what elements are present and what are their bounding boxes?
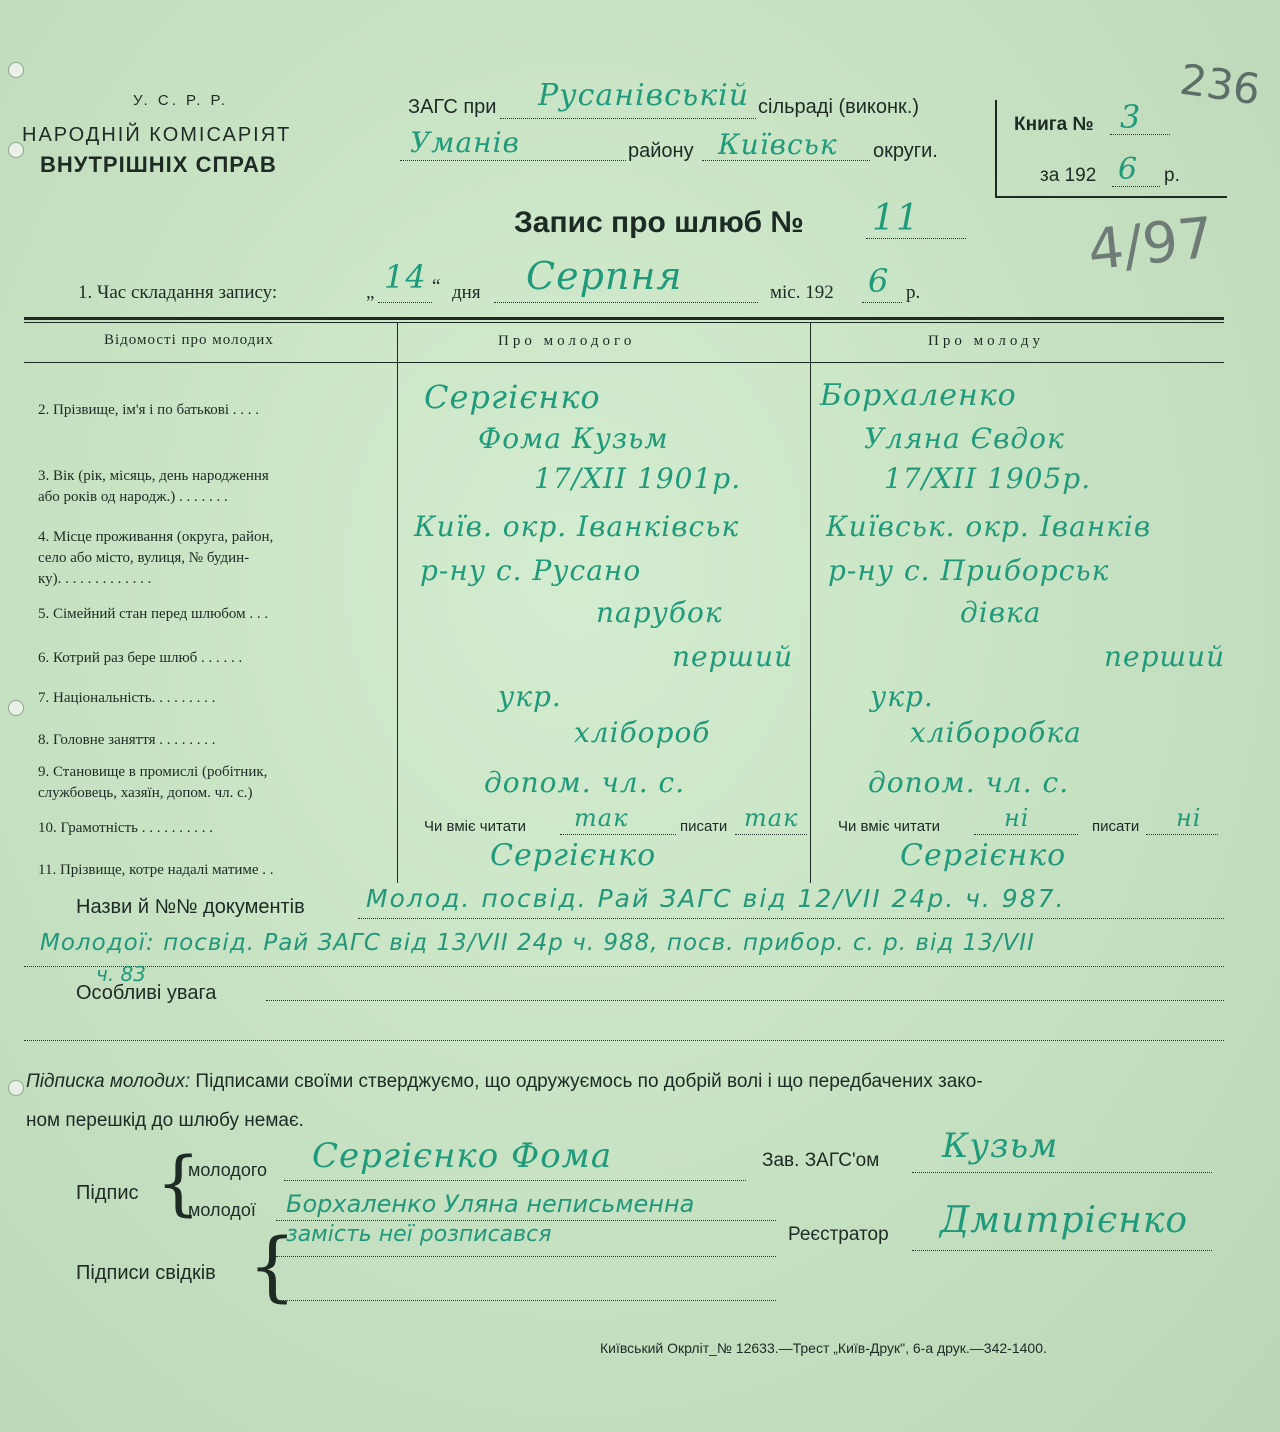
groom-read: так	[574, 804, 629, 832]
day-open-quote: „	[366, 282, 375, 303]
book-label: Книга №	[1014, 114, 1094, 135]
table-header-rule	[24, 362, 1224, 363]
row-label-marital: 5. Сімейний стан перед шлюбом . . .	[38, 606, 269, 622]
bride-write-label: писати	[1092, 818, 1140, 835]
commissariat-label: НАРОДНІЙ КОМІСАРІЯТ	[22, 124, 292, 146]
bride-occupation: хліборобка	[910, 716, 1082, 749]
book-year-line	[1112, 186, 1160, 187]
republic-label: У. С. Р. Р.	[133, 92, 228, 109]
record-title: Запис про шлюб №	[514, 206, 804, 239]
row-label-age: 3. Вік (рік, місяць, день народження або років од народж.) . . . . . . .	[38, 468, 269, 505]
record-year-digit: 6	[868, 262, 890, 300]
bride-write-line	[1146, 834, 1218, 835]
zags-village: Русанівській	[538, 78, 750, 113]
book-year-suffix: р.	[1164, 165, 1180, 186]
bride-status: допом. чл. с.	[868, 766, 1070, 799]
row-label-occupation: 8. Головне заняття . . . . . . . .	[38, 732, 216, 748]
registrar-signature: Дмитрієнко	[940, 1200, 1189, 1241]
table-col-divider-1	[397, 323, 398, 883]
row-label-status: 9. Становище в промислі (робітник, службовець, хазяїн, допом. чл. с.)	[38, 764, 268, 801]
row-label-residence: 4. Місце проживання (округа, район, село або місто, вулиця, № будин- ку). . . . . . . . . . . . .	[38, 529, 274, 587]
department-label: ВНУТРІШНІХ СПРАВ	[40, 152, 277, 177]
binder-hole	[8, 1080, 24, 1096]
bride-given: Уляна Євдок	[864, 422, 1065, 455]
bride-sign-label: молодої	[188, 1200, 256, 1220]
record-number-line	[866, 238, 966, 239]
bride-residence-1: Київськ. окр. Іванків	[826, 510, 1152, 543]
table-header-bride: Про молоду	[928, 333, 1045, 349]
day-close-quote: “	[432, 276, 441, 297]
row-label-literacy: 10. Грамотність . . . . . . . . . .	[38, 820, 213, 836]
groom-sign-label: молодого	[188, 1160, 268, 1180]
groom-future-surname: Сергієнко	[490, 838, 657, 873]
declaration-lead: Підписка молодих:	[26, 1071, 191, 1092]
witness-label: Підписи свідків	[76, 1262, 216, 1284]
day-label: дня	[452, 282, 481, 303]
notes-label: Особливі увага	[76, 982, 217, 1004]
table-top-rule	[24, 317, 1224, 320]
groom-nationality: укр.	[498, 680, 562, 713]
record-month: Серпня	[526, 254, 683, 298]
district-label: району	[628, 140, 694, 162]
book-year-prefix: за 192	[1040, 165, 1097, 186]
groom-status: допом. чл. с.	[484, 766, 686, 799]
table-col-divider-2	[810, 323, 811, 883]
bride-write: ні	[1176, 804, 1202, 832]
table-top-rule-2	[24, 322, 1224, 323]
record-day-line	[378, 302, 432, 303]
groom-write-label: писати	[680, 818, 728, 835]
groom-residence-1: Київ. окр. Іванківськ	[414, 510, 740, 543]
book-number-line	[1110, 134, 1170, 135]
row-label-future-surname: 11. Прізвище, котре надалі матиме . .	[38, 862, 274, 878]
time-label: 1. Час складання запису:	[78, 282, 278, 303]
groom-occupation: хлібороб	[574, 716, 711, 749]
bride-nationality: укр.	[870, 680, 934, 713]
declaration-text-1: Підписами своїми стверджуємо, що одружуємось по добрій волі і що передбачених зако-	[190, 1071, 983, 1092]
registrar-sign-line	[912, 1250, 1212, 1251]
record-day: 14	[384, 258, 427, 296]
groom-birth: 17/XII 1901р.	[534, 462, 742, 495]
book-box-left	[995, 100, 997, 198]
groom-read-line	[560, 834, 676, 835]
record-year-line	[862, 302, 902, 303]
bride-times: перший	[1104, 640, 1226, 673]
groom-sign-line	[284, 1180, 746, 1181]
bride-signature: Борхаленко Уляна неписьменна	[286, 1190, 695, 1218]
book-box-bottom	[995, 196, 1227, 198]
notes-line-1	[266, 1000, 1224, 1001]
head-sign-line	[912, 1172, 1212, 1173]
book-number: 3	[1120, 98, 1142, 136]
record-month-line	[494, 302, 758, 303]
table-header-info: Відомості про молодих	[104, 332, 274, 348]
district-name: Уманів	[410, 126, 520, 159]
witness-line-1	[276, 1256, 776, 1257]
pencil-mark: 4/97	[1084, 205, 1217, 284]
bride-read-line	[974, 834, 1078, 835]
district-line	[400, 160, 626, 161]
signature-label: Підпис	[76, 1182, 139, 1204]
bride-residence-2: р-ну с. Приборськ	[828, 554, 1110, 587]
okruha-label: округи.	[873, 140, 938, 162]
row-label-nationality: 7. Національність. . . . . . . . .	[38, 690, 216, 706]
documents-underline-1	[358, 918, 1224, 919]
table-header-groom: Про молодого	[498, 333, 636, 349]
binder-hole	[8, 62, 24, 78]
row-label-times: 6. Котрий раз бере шлюб . . . . . .	[38, 650, 243, 666]
bride-surname: Борхаленко	[820, 378, 1017, 413]
printer-footer: Київський Окрліт_№ 12633.—Трест „Київ-Друк", 6-а друк.—342-1400.	[600, 1340, 1047, 1356]
groom-residence-2: р-ну с. Русано	[420, 554, 642, 587]
okruha-name: Київськ	[718, 128, 838, 161]
zags-prefix: ЗАГС при	[408, 96, 497, 118]
zags-suffix: сільраді (виконк.)	[758, 96, 920, 118]
bride-read: ні	[1004, 804, 1030, 832]
row-label-name: 2. Прізвище, ім'я і по батькові . . . .	[38, 402, 260, 418]
bride-read-label: Чи вміє читати	[838, 818, 940, 835]
declaration-text-2: ном перешкід до шлюбу немає.	[26, 1110, 304, 1131]
record-year-suffix: р.	[906, 282, 921, 303]
bride-birth: 17/XII 1905р.	[884, 462, 1092, 495]
bride-signature-2: замість неї розписався	[286, 1222, 552, 1247]
documents-line-2: Молодої: посвід. Рай ЗАГС від 13/VII 24р ч. 988, посв. прибор. с. р. від 13/VII	[40, 930, 1035, 956]
bride-marital: дівка	[960, 596, 1042, 629]
groom-times: перший	[672, 640, 794, 673]
documents-label: Назви й №№ документів	[76, 896, 305, 918]
notes-line-2	[24, 1040, 1224, 1041]
registrar-label: Реєстратор	[788, 1224, 889, 1245]
bride-future-surname: Сергієнко	[900, 838, 1067, 873]
documents-line-1: Молод. посвід. Рай ЗАГС від 12/VII 24р. ч. 987.	[366, 884, 1066, 913]
documents-line-3: ч. 83	[96, 962, 146, 986]
documents-underline-2	[24, 966, 1224, 967]
record-number: 11	[872, 198, 920, 239]
head-signature: Кузьм	[942, 1126, 1059, 1166]
book-year-digit: 6	[1118, 152, 1139, 187]
zags-village-line	[500, 118, 756, 119]
binder-hole	[8, 700, 24, 716]
witness-brace: {	[248, 1221, 297, 1310]
groom-given: Фома Кузьм	[478, 422, 669, 455]
groom-surname: Сергієнко	[424, 378, 601, 416]
groom-write-line	[735, 834, 807, 835]
pencil-number: 236	[1176, 54, 1264, 115]
groom-marital: парубок	[596, 596, 723, 629]
groom-read-label: Чи вміє читати	[424, 818, 526, 835]
head-label: Зав. ЗАГС'ом	[762, 1150, 880, 1171]
groom-write: так	[744, 804, 799, 832]
month-label: міс. 192	[770, 282, 834, 303]
groom-signature: Сергієнко Фома	[312, 1136, 613, 1176]
declaration-line-1	[26, 1071, 983, 1093]
signature-brace: {	[156, 1142, 201, 1224]
bride-sign-line	[276, 1220, 776, 1221]
witness-line-2	[276, 1300, 776, 1301]
